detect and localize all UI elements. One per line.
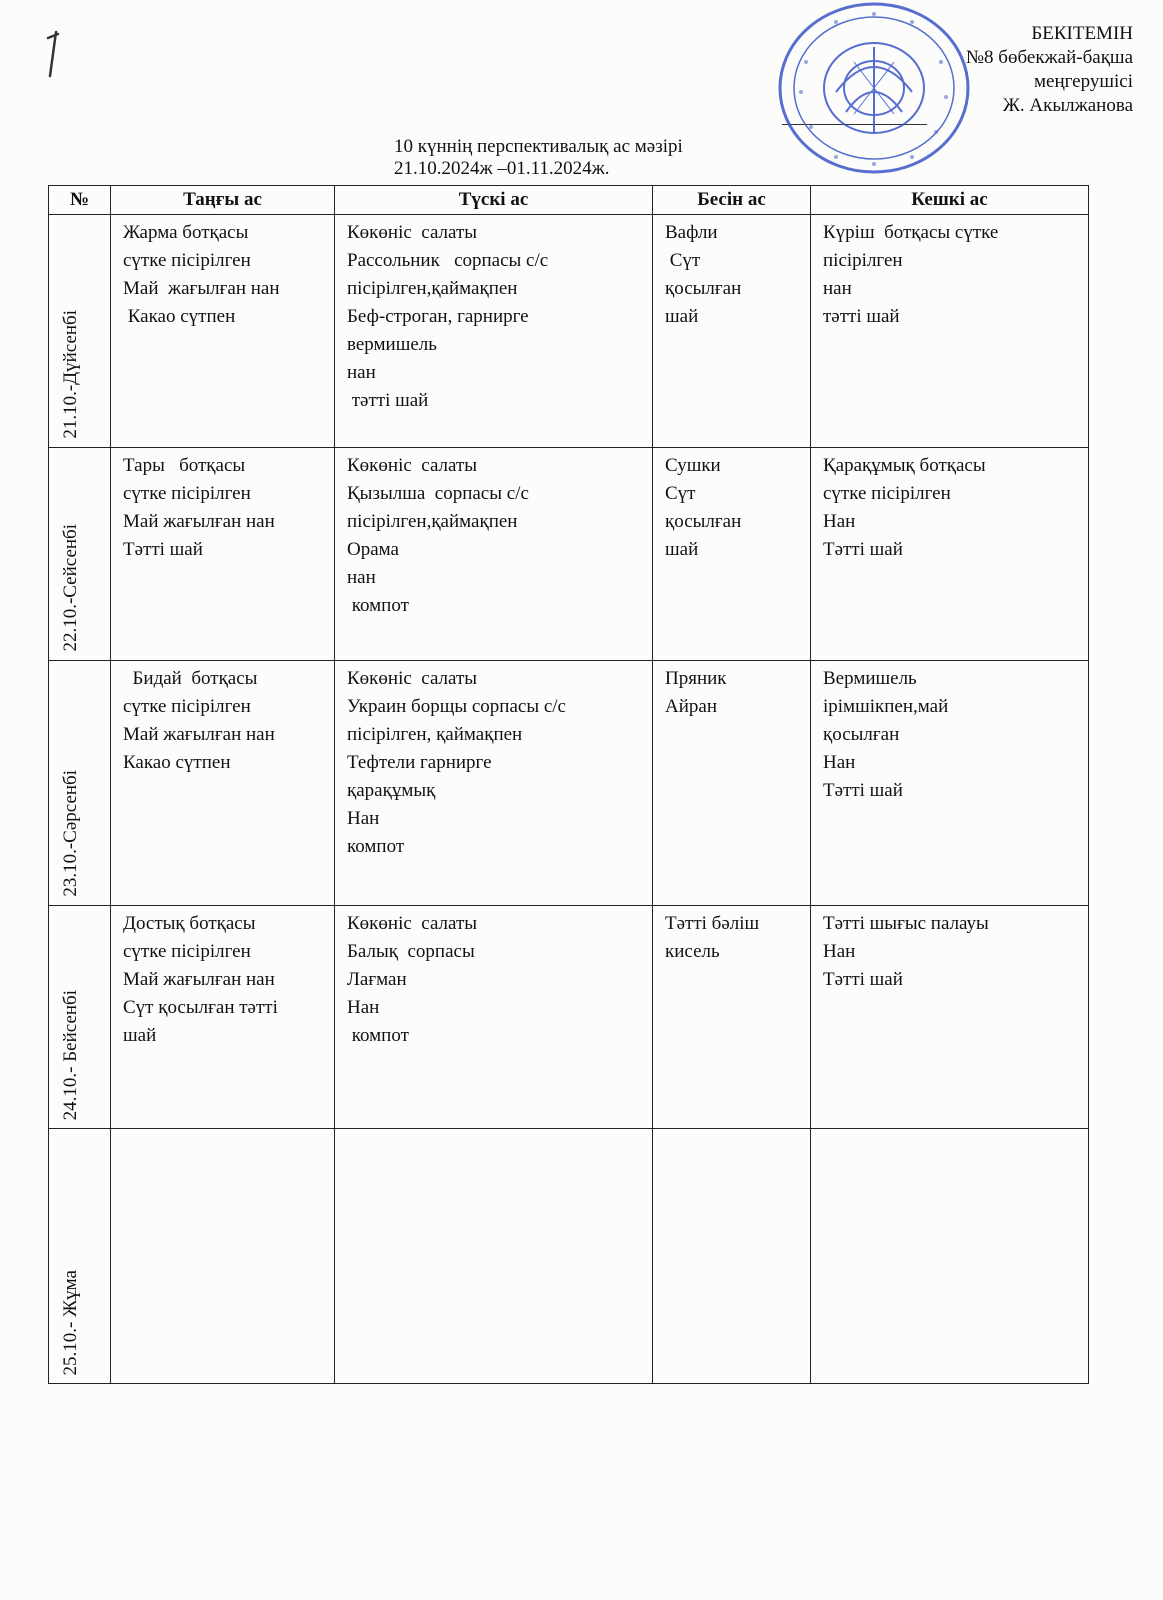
breakfast-item: Тары ботқасы	[123, 455, 246, 476]
dinner-cell	[811, 661, 1089, 906]
lunch-item: Рассольник сорпасы с/с	[347, 250, 549, 271]
dinner-item: сүтке пісірілген	[823, 483, 951, 504]
lunch-cell	[335, 661, 653, 906]
breakfast-item: Какао сүтпен	[123, 752, 231, 773]
dinner-item: ірімшікпен,май	[823, 696, 949, 717]
header-lunch: Түскі ас	[335, 186, 653, 215]
table-header-row	[49, 186, 1089, 215]
snack-cell	[653, 215, 811, 448]
header-number: №	[49, 186, 111, 215]
snack-item: шай	[665, 306, 699, 327]
dinner-item: Күріш ботқасы сүтке	[823, 222, 999, 243]
day-label: 23.10.-Сәрсенбі	[60, 770, 81, 897]
dinner-item: Нан	[823, 752, 856, 773]
day-label: 25.10.- Жұма	[60, 1269, 81, 1375]
dinner-cell	[811, 906, 1089, 1129]
lunch-item: тәтті шай	[347, 390, 429, 411]
lunch-item: Нан	[347, 808, 380, 829]
dinner-item: Нан	[823, 511, 856, 532]
approval-heading: БЕКІТЕМІН	[1031, 23, 1133, 44]
day-cell	[49, 906, 111, 1129]
menu-table	[48, 185, 1089, 1384]
breakfast-cell	[111, 906, 335, 1129]
lunch-cell	[335, 448, 653, 661]
day-label: 24.10.- Бейсенбі	[60, 989, 81, 1120]
breakfast-cell	[111, 448, 335, 661]
breakfast-item: Достық ботқасы	[123, 913, 256, 934]
dinner-cell	[811, 448, 1089, 661]
lunch-item: Көкөніс салаты	[347, 455, 478, 476]
lunch-cell	[335, 1129, 653, 1384]
table-row	[49, 215, 1089, 448]
lunch-item: компот	[347, 836, 405, 857]
lunch-cell	[335, 906, 653, 1129]
official-seal	[776, 2, 972, 178]
lunch-item: вермишель	[347, 334, 437, 355]
table-row	[49, 906, 1089, 1129]
snack-item: қосылған	[665, 278, 742, 299]
snack-item: Тәтті бәліш	[665, 913, 760, 934]
dinner-cell	[811, 215, 1089, 448]
lunch-item: Орама	[347, 539, 399, 560]
snack-cell	[653, 906, 811, 1129]
title-line-2: 21.10.2024ж –01.11.2024ж.	[394, 158, 610, 179]
table-row	[49, 1129, 1089, 1384]
dinner-cell	[811, 1129, 1089, 1384]
lunch-item: Көкөніс салаты	[347, 222, 478, 243]
dinner-item: Тәтті шай	[823, 539, 903, 560]
table-row	[49, 661, 1089, 906]
day-cell	[49, 448, 111, 661]
breakfast-item: сүтке пісірілген	[123, 250, 251, 271]
breakfast-item: Сүт қосылған тәтті	[123, 997, 278, 1018]
lunch-item: пісірілген,қаймақпен	[347, 511, 518, 532]
approval-block	[966, 22, 1133, 118]
breakfast-item: Май жағылған нан	[123, 969, 275, 990]
breakfast-item: Жарма ботқасы	[123, 222, 249, 243]
table-row	[49, 448, 1089, 661]
breakfast-item: сүтке пісірілген	[123, 483, 251, 504]
snack-item: Айран	[665, 696, 717, 717]
breakfast-item: сүтке пісірілген	[123, 696, 251, 717]
snack-item: кисель	[665, 941, 720, 962]
breakfast-item: Тәтті шай	[123, 539, 203, 560]
snack-item: қосылған	[665, 511, 742, 532]
day-label: 22.10.-Сейсенбі	[60, 524, 81, 652]
snack-item: шай	[665, 539, 699, 560]
lunch-item: Тефтели гарнирге	[347, 752, 492, 773]
pen-mark	[44, 30, 64, 80]
lunch-item: пісірілген, қаймақпен	[347, 724, 523, 745]
breakfast-item: шай	[123, 1025, 157, 1046]
dinner-item: тәтті шай	[823, 306, 900, 327]
breakfast-item: сүтке пісірілген	[123, 941, 251, 962]
lunch-item: компот	[347, 595, 409, 616]
dinner-item: Тәтті шай	[823, 780, 903, 801]
snack-item: Сүт	[665, 250, 701, 271]
breakfast-item: Какао сүтпен	[123, 306, 236, 327]
lunch-item: нан	[347, 362, 376, 383]
header-dinner: Кешкі ас	[811, 186, 1089, 215]
document-title	[394, 136, 683, 180]
breakfast-item: Май жағылған нан	[123, 511, 275, 532]
dinner-item: Вермишель	[823, 668, 917, 689]
day-cell	[49, 215, 111, 448]
dinner-item: пісірілген	[823, 250, 903, 271]
lunch-item: Беф-строган, гарнирге	[347, 306, 529, 327]
lunch-item: Қызылша сорпасы с/с	[347, 483, 529, 504]
dinner-item: Қарақұмық ботқасы	[823, 455, 986, 476]
lunch-item: Лағман	[347, 969, 407, 990]
snack-item: Вафли	[665, 222, 718, 243]
lunch-item: нан	[347, 567, 376, 588]
breakfast-cell	[111, 1129, 335, 1384]
breakfast-cell	[111, 661, 335, 906]
lunch-item: Көкөніс салаты	[347, 668, 478, 689]
snack-item: Пряник	[665, 668, 727, 689]
lunch-item: пісірілген,қаймақпен	[347, 278, 518, 299]
snack-item: Сүт	[665, 483, 696, 504]
lunch-item: Украин борщы сорпасы с/с	[347, 696, 566, 717]
lunch-item: Балық сорпасы	[347, 941, 475, 962]
lunch-item: Нан	[347, 997, 380, 1018]
day-label: 21.10.-Дүйсенбі	[60, 310, 81, 439]
day-cell	[49, 1129, 111, 1384]
lunch-cell	[335, 215, 653, 448]
header-snack: Бесін ас	[653, 186, 811, 215]
lunch-item: қарақұмық	[347, 780, 436, 801]
approval-org: №8 бөбекжай-бақша	[965, 47, 1133, 68]
lunch-item: компот	[347, 1025, 409, 1046]
snack-cell	[653, 448, 811, 661]
snack-cell	[653, 1129, 811, 1384]
lunch-item: Көкөніс салаты	[347, 913, 478, 934]
day-cell	[49, 661, 111, 906]
breakfast-item: Май жағылған нан	[123, 278, 280, 299]
dinner-item: Тәтті шай	[823, 969, 903, 990]
title-line-1: 10 күннің перспективалық ас мәзірі	[394, 136, 683, 157]
breakfast-item: Май жағылған нан	[123, 724, 275, 745]
breakfast-item: Бидай ботқасы	[123, 668, 258, 689]
breakfast-cell	[111, 215, 335, 448]
dinner-item: нан	[823, 278, 852, 299]
approval-position: меңгерушісі	[1034, 71, 1133, 92]
dinner-item: Тәтті шығыс палауы	[823, 913, 989, 934]
snack-cell	[653, 661, 811, 906]
header-breakfast: Таңғы ас	[111, 186, 335, 215]
dinner-item: Нан	[823, 941, 856, 962]
dinner-item: қосылған	[823, 724, 900, 745]
approval-name: Ж. Акылжанова	[1002, 95, 1133, 116]
snack-item: Сушки	[665, 455, 721, 476]
